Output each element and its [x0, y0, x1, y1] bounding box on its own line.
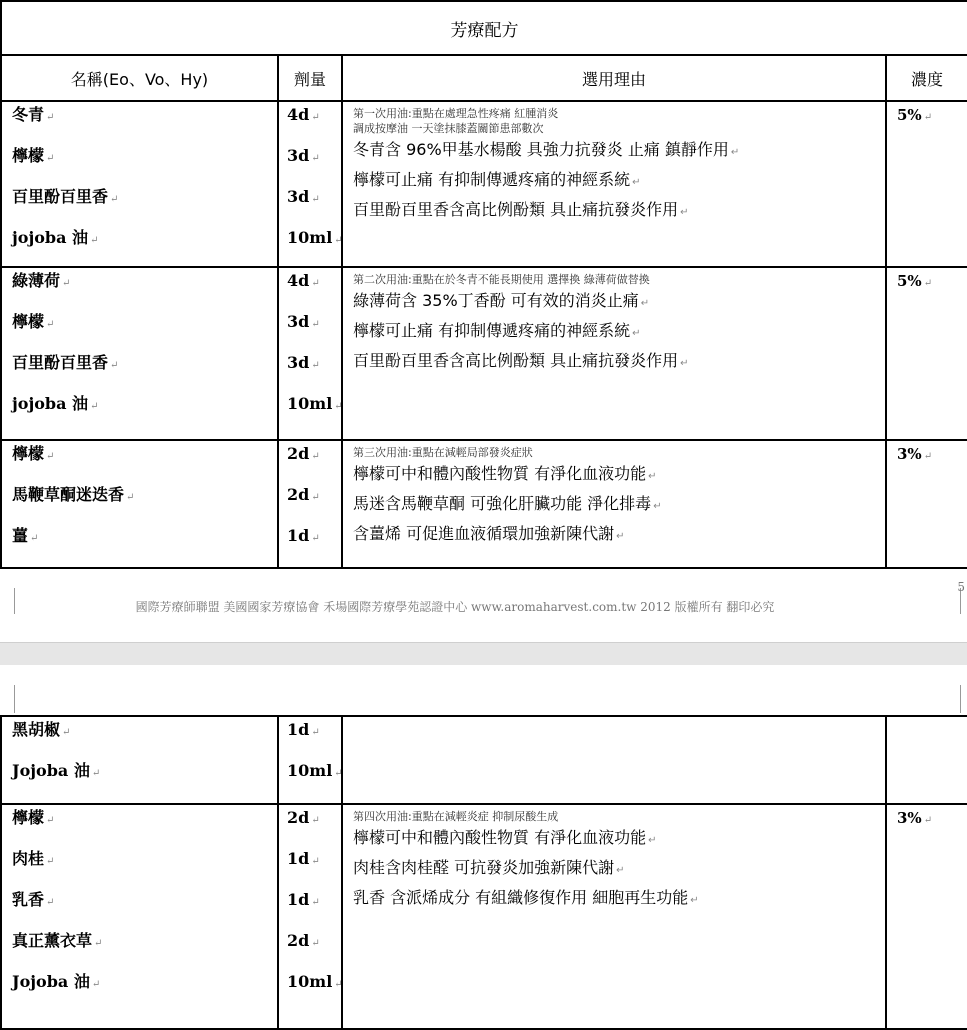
oil-name: 冬青 ↵	[2, 102, 277, 143]
oil-name: Jojoba 油 ↵	[2, 969, 277, 1010]
reason-cell	[342, 267, 886, 440]
dose-value: 3d ↵	[279, 184, 341, 225]
table-header-row	[1, 55, 967, 101]
oil-name: Jojoba 油 ↵	[2, 758, 277, 799]
oil-name: 檸檬 ↵	[2, 805, 277, 846]
dose-value: 1d ↵	[279, 717, 341, 758]
dose-cell	[278, 804, 342, 1029]
reason-line: 檸檬可止痛 有抑制傳遞疼痛的神經系統 ↵	[353, 317, 885, 347]
dose-value: 4d ↵	[279, 102, 341, 143]
dose-value: 10ml ↵	[279, 758, 341, 799]
margin-mark	[960, 685, 961, 713]
usage-note: 第一次用油:重點在處理急性疼痛 紅腫消炎	[353, 107, 559, 120]
usage-note: 調成按摩油 一天塗抹膝蓋關節患部數次	[353, 122, 544, 135]
reason-cell	[342, 101, 886, 267]
page-number: 5	[957, 580, 965, 594]
concentration-cell	[886, 804, 967, 1029]
dose-value: 3d ↵	[279, 143, 341, 184]
dose-value: 2d ↵	[279, 805, 341, 846]
concentration-value: 5% ↵	[887, 268, 967, 290]
reason-line: 肉桂含肉桂醛 可抗發炎加強新陳代謝 ↵	[353, 854, 885, 884]
concentration-cell	[886, 440, 967, 568]
reason-line: 綠薄荷含 35%丁香酚 可有效的消炎止痛 ↵	[353, 287, 885, 317]
reason-line: 乳香 含派烯成分 有組織修復作用 細胞再生功能 ↵	[353, 884, 885, 914]
oil-name: 乳香 ↵	[2, 887, 277, 928]
reason-line: 檸檬可止痛 有抑制傳遞疼痛的神經系統 ↵	[353, 166, 885, 196]
header-dose: 劑量	[278, 55, 342, 101]
dose-value: 2d ↵	[279, 441, 341, 482]
dose-value: 2d ↵	[279, 482, 341, 523]
oil-name: 百里酚百里香 ↵	[2, 184, 277, 225]
oil-names-cell	[1, 101, 278, 267]
dose-cell	[278, 440, 342, 568]
oil-name: jojoba 油 ↵	[2, 225, 277, 266]
oil-name: 真正薰衣草 ↵	[2, 928, 277, 969]
header-name: 名稱(Eo、Vo、Hy)	[1, 55, 278, 101]
oil-name: 檸檬 ↵	[2, 441, 277, 482]
oil-name: 薑 ↵	[2, 523, 277, 564]
table-title: 芳療配方	[1, 1, 967, 55]
table-row	[1, 267, 967, 440]
dose-value: 10ml ↵	[279, 969, 341, 1010]
oil-names-cell	[1, 267, 278, 440]
dose-value: 2d ↵	[279, 928, 341, 969]
dose-cell	[278, 101, 342, 267]
concentration-cell	[886, 267, 967, 440]
reason-line: 檸檬可中和體內酸性物質 有淨化血液功能 ↵	[353, 460, 885, 490]
reason-line: 馬迷含馬鞭草酮 可強化肝臟功能 淨化排毒 ↵	[353, 490, 885, 520]
oil-name: 檸檬 ↵	[2, 309, 277, 350]
reason-line: 百里酚百里香含高比例酚類 具止痛抗發炎作用 ↵	[353, 347, 885, 377]
dose-cell	[278, 716, 342, 804]
dose-value: 1d ↵	[279, 846, 341, 887]
concentration-cell	[886, 101, 967, 267]
concentration-cell	[886, 716, 967, 804]
reason-cell	[342, 804, 886, 1029]
table-row	[1, 716, 967, 804]
concentration-value: 5% ↵	[887, 102, 967, 124]
reason-cell	[342, 716, 886, 804]
document-page-2	[0, 665, 967, 1024]
reason-line: 含薑烯 可促進血液循環加強新陳代謝 ↵	[353, 520, 885, 550]
table-row	[1, 440, 967, 568]
oil-names-cell	[1, 440, 278, 568]
formula-table-continued	[0, 715, 967, 1030]
oil-name: 肉桂 ↵	[2, 846, 277, 887]
reason-line: 檸檬可中和體內酸性物質 有淨化血液功能 ↵	[353, 824, 885, 854]
table-row	[1, 804, 967, 1029]
dose-value: 3d ↵	[279, 309, 341, 350]
reason-line: 冬青含 96%甲基水楊酸 具強力抗發炎 止痛 鎮靜作用 ↵	[353, 136, 885, 166]
oil-name: 黑胡椒 ↵	[2, 717, 277, 758]
oil-names-cell	[1, 716, 278, 804]
oil-names-cell	[1, 804, 278, 1029]
dose-cell	[278, 267, 342, 440]
page-separator	[0, 642, 967, 666]
dose-value: 10ml ↵	[279, 391, 341, 432]
concentration-value: 3% ↵	[887, 805, 967, 827]
header-conc: 濃度	[886, 55, 967, 101]
oil-name: jojoba 油 ↵	[2, 391, 277, 432]
footer-text: 國際芳療師聯盟 美國國家芳療協會 禾場國際芳療學苑認證中心 www.aromaharvest.com.tw 2012 版權所有 翻印必究	[135, 600, 775, 614]
reason-cell	[342, 440, 886, 568]
usage-note: 第四次用油:重點在減輕炎症 抑制尿酸生成	[353, 810, 559, 823]
dose-value: 1d ↵	[279, 523, 341, 564]
oil-name: 檸檬 ↵	[2, 143, 277, 184]
table-row	[1, 101, 967, 267]
usage-note: 第三次用油:重點在減輕局部發炎症狀	[353, 446, 533, 459]
usage-note: 第二次用油:重點在於冬青不能長期使用 選擇換 綠薄荷做替換	[353, 273, 650, 286]
oil-name: 馬鞭草酮迷迭香 ↵	[2, 482, 277, 523]
oil-name: 百里酚百里香 ↵	[2, 350, 277, 391]
header-reason: 選用理由	[342, 55, 886, 101]
reason-line: 百里酚百里香含高比例酚類 具止痛抗發炎作用 ↵	[353, 196, 885, 226]
concentration-value: 3% ↵	[887, 441, 967, 463]
dose-value: 3d ↵	[279, 350, 341, 391]
dose-value: 4d ↵	[279, 268, 341, 309]
dose-value: 10ml ↵	[279, 225, 341, 266]
margin-mark	[14, 685, 15, 713]
oil-name: 綠薄荷 ↵	[2, 268, 277, 309]
dose-value: 1d ↵	[279, 887, 341, 928]
